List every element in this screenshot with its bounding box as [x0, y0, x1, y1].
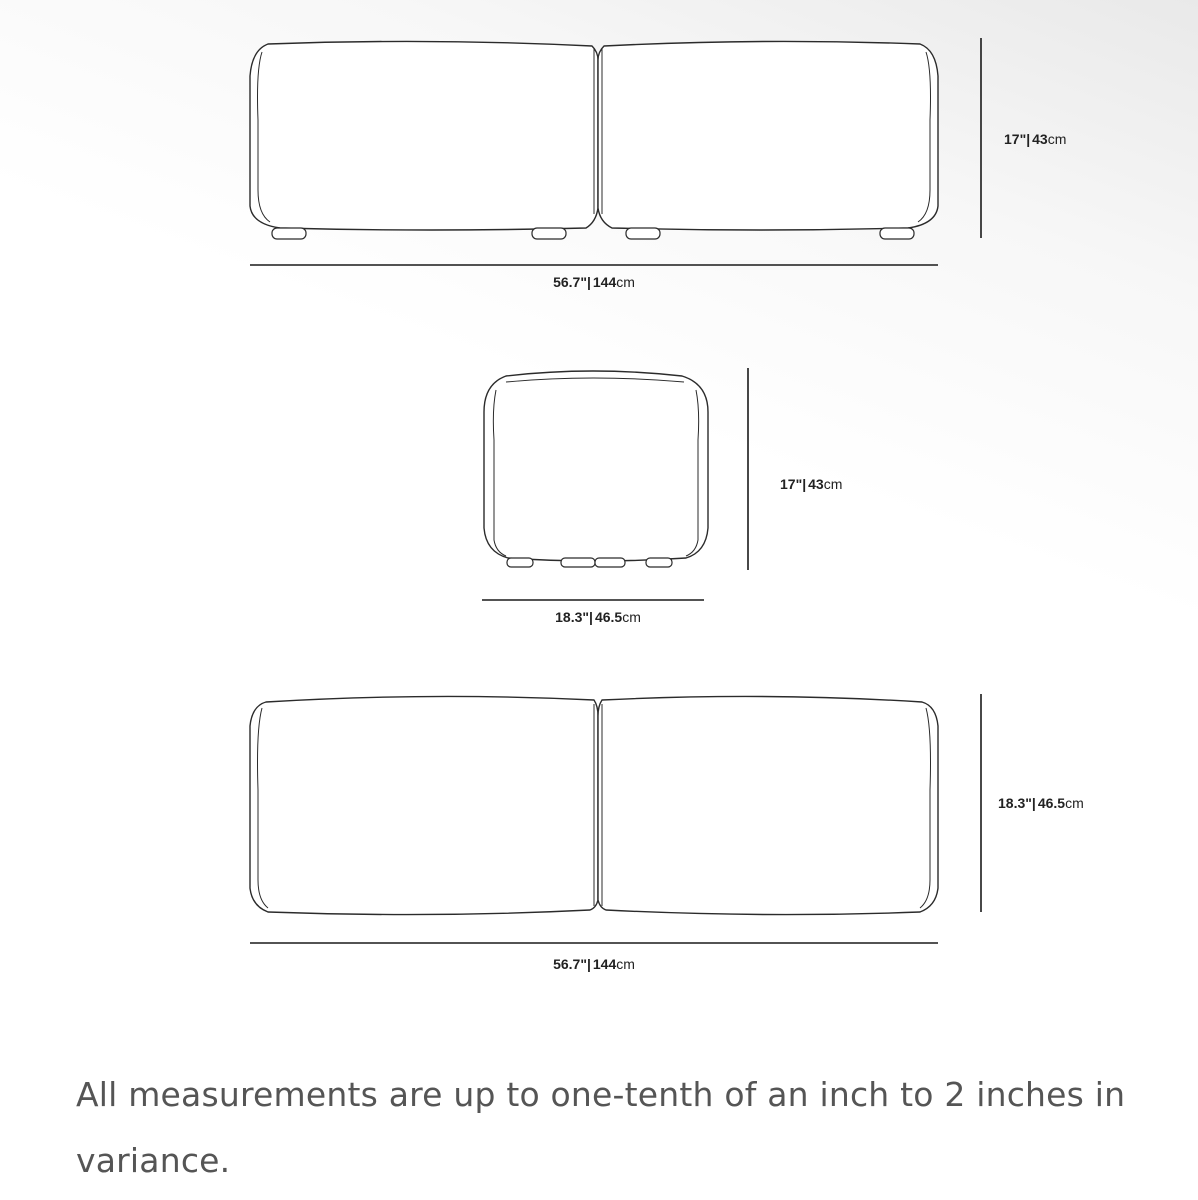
top-depth-label: 18.3"| 46.5cm — [998, 795, 1084, 811]
side-view-drawing — [484, 371, 708, 567]
side-foot — [595, 558, 625, 567]
front-foot — [532, 228, 566, 239]
top-view-drawing — [250, 696, 938, 914]
front-left-cushion — [250, 41, 598, 230]
front-foot — [272, 228, 306, 239]
front-foot — [880, 228, 914, 239]
front-view-drawing — [250, 41, 938, 239]
front-right-cushion — [598, 41, 938, 230]
top-width-label: 56.7"| 144cm — [553, 956, 635, 972]
front-height-label: 17"| 43cm — [1004, 131, 1067, 147]
side-cushion — [484, 371, 708, 561]
front-foot — [626, 228, 660, 239]
top-right-cushion — [598, 696, 938, 914]
side-foot — [507, 558, 533, 567]
front-width-label: 56.7"| 144cm — [553, 274, 635, 290]
measurement-variance-note: All measurements are up to one-tenth of an inch to 2 inches in variance. — [76, 1075, 1126, 1180]
side-foot — [561, 558, 595, 567]
side-width-label: 18.3"| 46.5cm — [555, 609, 641, 625]
side-foot — [646, 558, 672, 567]
top-left-cushion — [250, 696, 598, 914]
side-height-label: 17"| 43cm — [780, 476, 843, 492]
